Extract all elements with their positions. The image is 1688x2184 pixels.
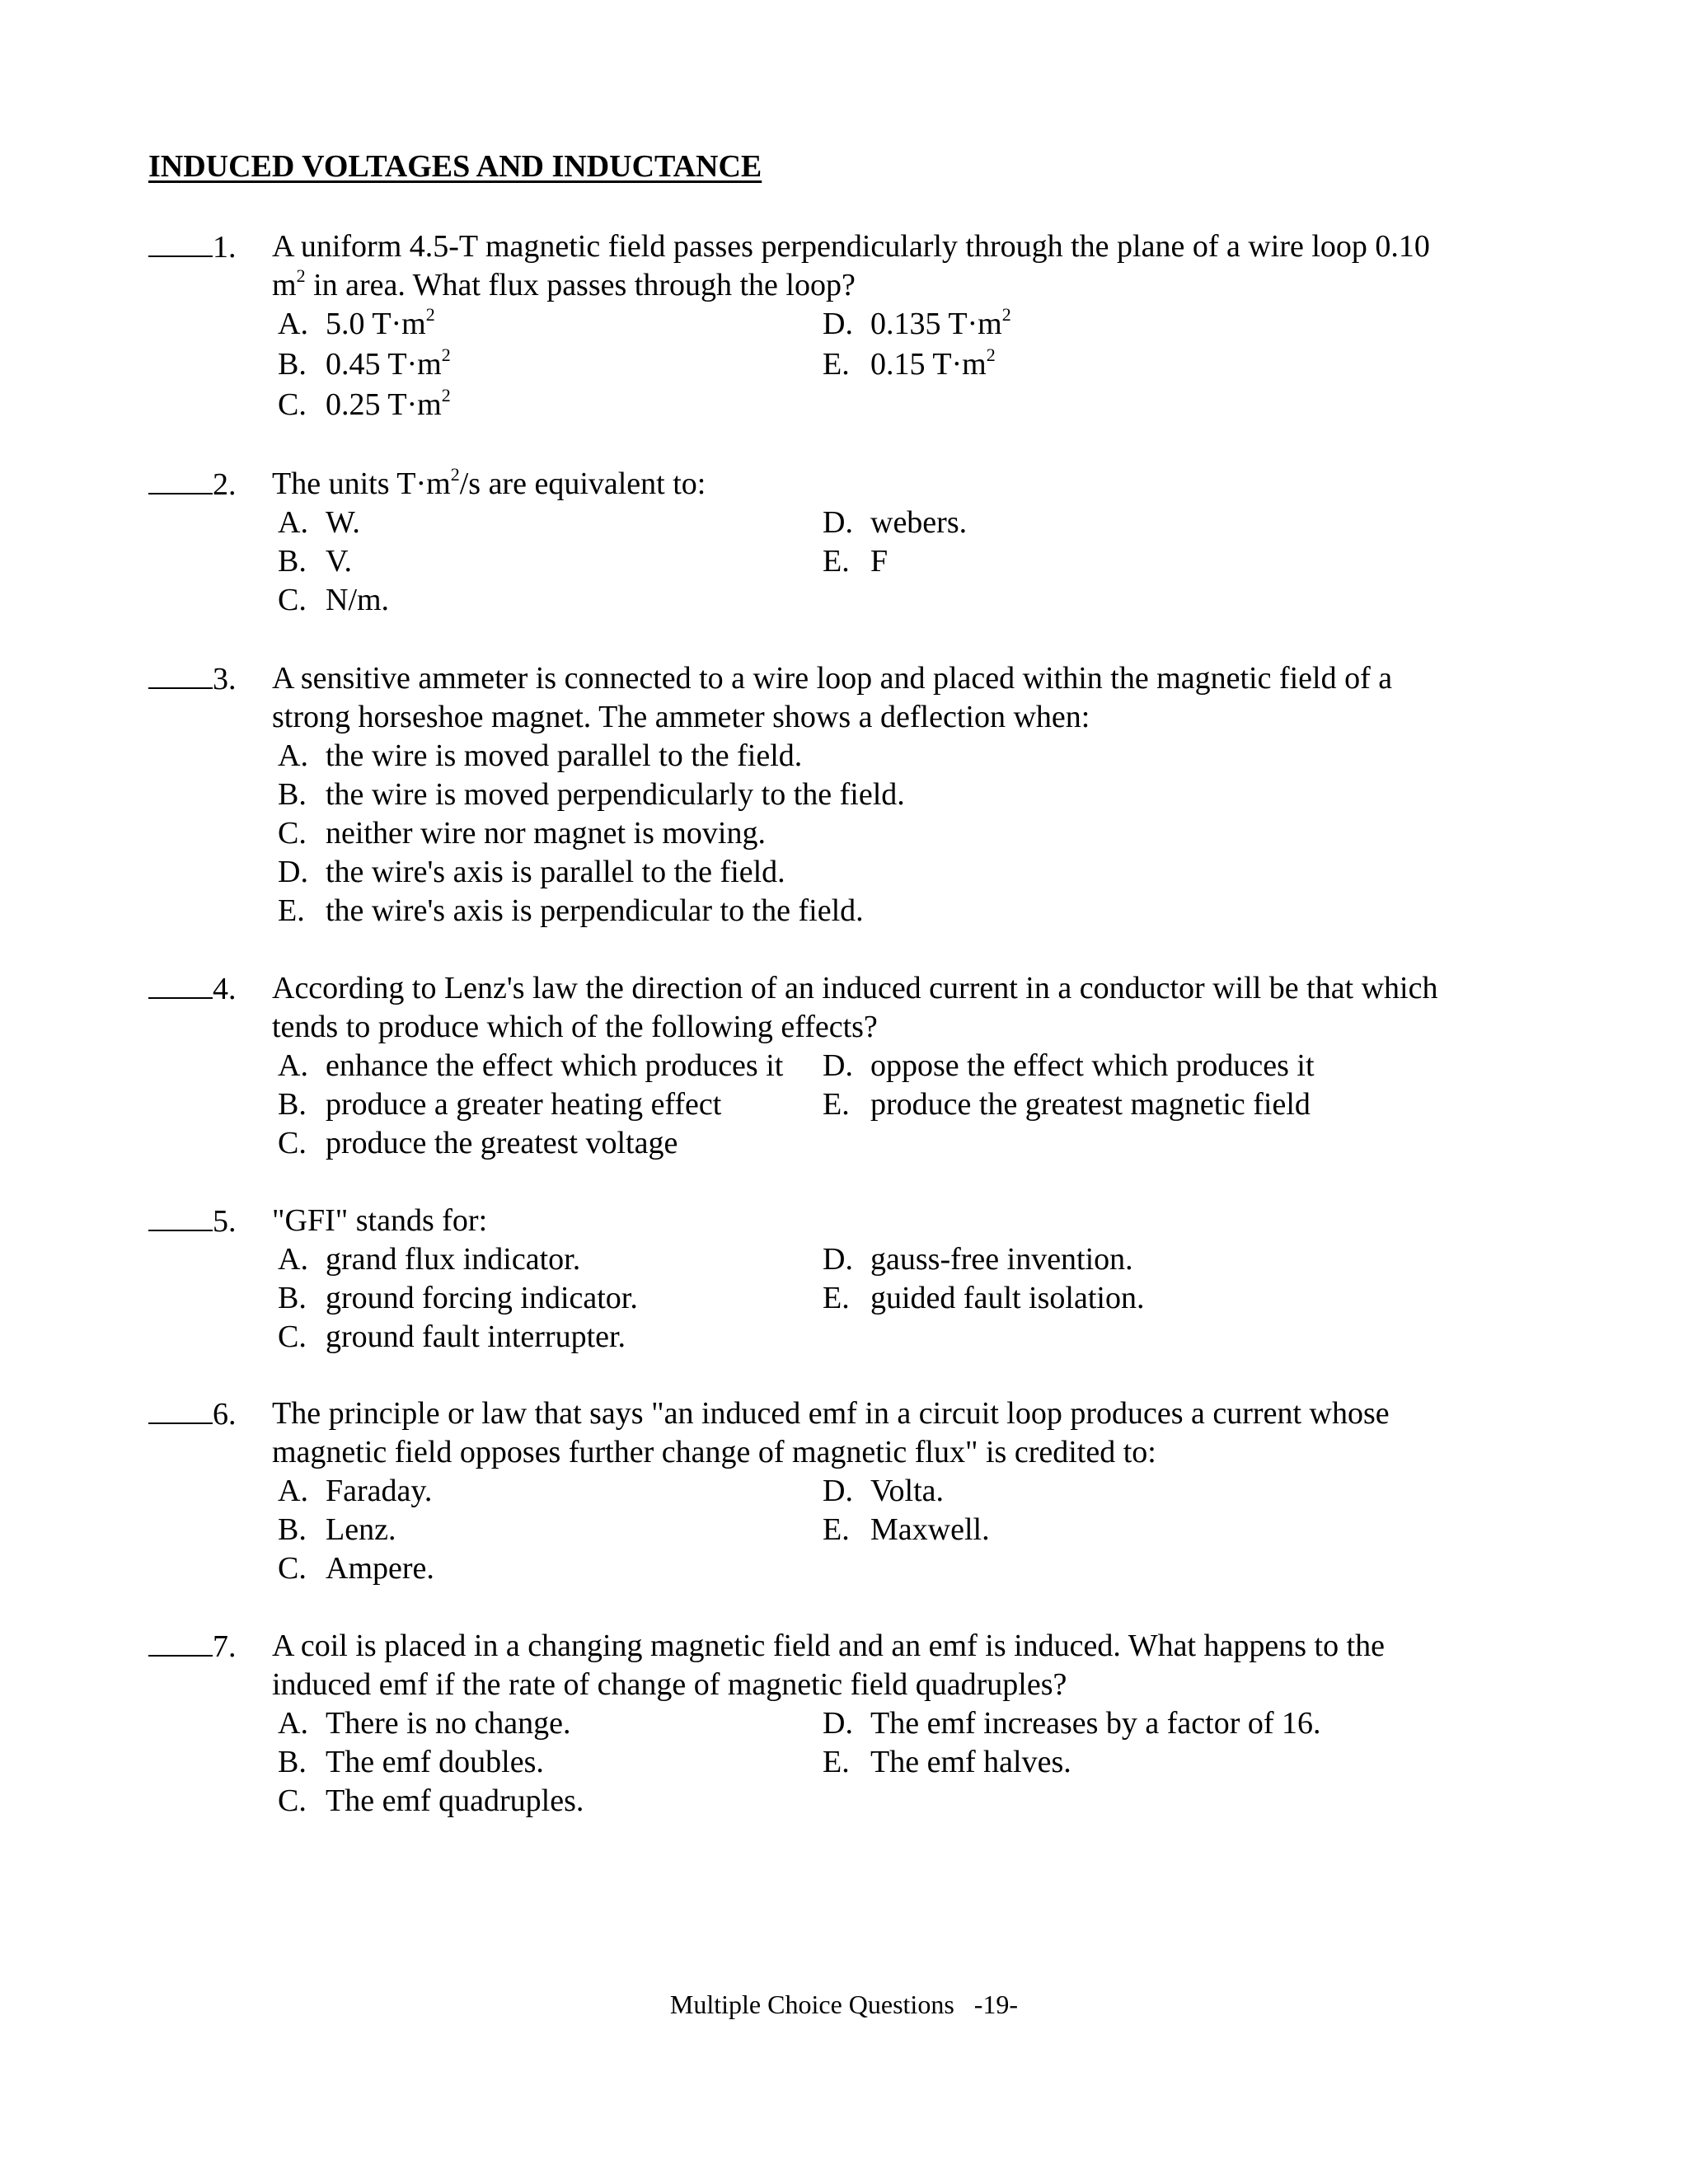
option-b[interactable]: B. ground forcing indicator. xyxy=(278,1281,638,1315)
question-stem: A uniform 4.5-T magnetic field passes perpendicularly through the plane of a wire loop 0.10 $m^2$ in area. What flux passes through the loop? xyxy=(272,229,1430,302)
page-title: INDUCED VOLTAGES AND INDUCTANCE xyxy=(148,149,762,184)
option-d[interactable]: D. Volta. xyxy=(823,1474,945,1508)
question-stem: "GFI" stands for: xyxy=(272,1203,488,1238)
answer-blank[interactable] xyxy=(148,659,213,689)
question-number: 3. xyxy=(148,659,237,699)
question-stem: A sensitive ammeter is connected to a wire loop and placed within the magnetic field of a strong horseshoe magnet. The ammeter shows a deflection when: xyxy=(272,661,1393,734)
option-b[interactable]: B. 0.45 $T\cdot m^2$ xyxy=(278,344,451,382)
option-c[interactable]: C. The emf quadruples. xyxy=(278,1783,584,1818)
option-a[interactable]: A. W. xyxy=(278,505,360,540)
option-a[interactable]: A. Faraday. xyxy=(278,1474,433,1508)
option-b[interactable]: B. V. xyxy=(278,544,353,579)
option-b[interactable]: B. Lenz. xyxy=(278,1512,396,1547)
option-c[interactable]: C. Ampere. xyxy=(278,1551,434,1586)
answer-blank[interactable] xyxy=(148,1394,213,1424)
question-number: 4. xyxy=(148,969,237,1009)
option-d[interactable]: D. webers. xyxy=(823,505,968,540)
question-stem: The principle or law that says "an induced emf in a circuit loop produces a current whose magnetic field opposes further change of magnetic flux" is credited to: xyxy=(272,1396,1390,1469)
option-e[interactable]: E. F xyxy=(823,544,889,579)
option-a[interactable]: A. the wire is moved parallel to the field. xyxy=(278,738,803,773)
option-c[interactable]: C. 0.25 $T\cdot m^2$ xyxy=(278,385,451,422)
option-e[interactable]: E. 0.15 $T\cdot m^2$ xyxy=(823,344,996,382)
answer-blank[interactable] xyxy=(148,1627,213,1657)
option-e[interactable]: E. The emf halves. xyxy=(823,1745,1071,1779)
option-d[interactable]: D. oppose the effect which produces it xyxy=(823,1048,1315,1083)
option-e[interactable]: E. guided fault isolation. xyxy=(823,1281,1145,1315)
option-d[interactable]: D. The emf increases by a factor of 16. xyxy=(823,1706,1321,1741)
answer-blank[interactable] xyxy=(148,969,213,999)
question-number: 6. xyxy=(148,1394,237,1434)
option-b[interactable]: B. The emf doubles. xyxy=(278,1745,544,1779)
page-footer: Multiple Choice Questions -19- xyxy=(669,1990,1019,2019)
option-d[interactable]: D. the wire's axis is parallel to the field. xyxy=(278,855,785,889)
option-a[interactable]: A. enhance the effect which produces it xyxy=(278,1048,784,1083)
option-e[interactable]: E. produce the greatest magnetic field xyxy=(823,1087,1311,1122)
option-a[interactable]: A. 5.0 $T\cdot m^2$ xyxy=(278,304,435,341)
option-c[interactable]: C. ground fault interrupter. xyxy=(278,1319,626,1354)
question-stem: According to Lenz's law the direction of an induced current in a conductor will be that which tends to produce which of the following effects? xyxy=(272,971,1438,1044)
option-d[interactable]: D. 0.135 $T\cdot m^2$ xyxy=(823,304,1011,341)
option-c[interactable]: C. neither wire nor magnet is moving. xyxy=(278,816,766,851)
option-b[interactable]: B. produce a greater heating effect xyxy=(278,1087,722,1122)
question-number: 7. xyxy=(148,1627,237,1666)
question-number: 2. xyxy=(148,465,237,504)
question-number: 1. xyxy=(148,227,237,267)
option-c[interactable]: C. produce the greatest voltage xyxy=(278,1126,678,1160)
question-stem: The units $T\cdot m^2/s$ are equivalent to: xyxy=(272,464,706,501)
option-b[interactable]: B. the wire is moved perpendicularly to the field. xyxy=(278,777,905,812)
answer-blank[interactable] xyxy=(148,227,213,257)
answer-blank[interactable] xyxy=(148,465,213,494)
option-a[interactable]: A. There is no change. xyxy=(278,1706,571,1741)
answer-blank[interactable] xyxy=(148,1202,213,1231)
option-d[interactable]: D. gauss-free invention. xyxy=(823,1242,1133,1277)
option-e[interactable]: E. Maxwell. xyxy=(823,1512,990,1547)
option-c[interactable]: C. N/m. xyxy=(278,583,390,617)
option-e[interactable]: E. the wire's axis is perpendicular to the field. xyxy=(278,893,864,928)
option-a[interactable]: A. grand flux indicator. xyxy=(278,1242,581,1277)
question-number: 5. xyxy=(148,1202,237,1241)
question-stem: A coil is placed in a changing magnetic field and an emf is induced. What happens to the induced emf if the rate of change of magnetic field quadruples? xyxy=(272,1629,1386,1702)
